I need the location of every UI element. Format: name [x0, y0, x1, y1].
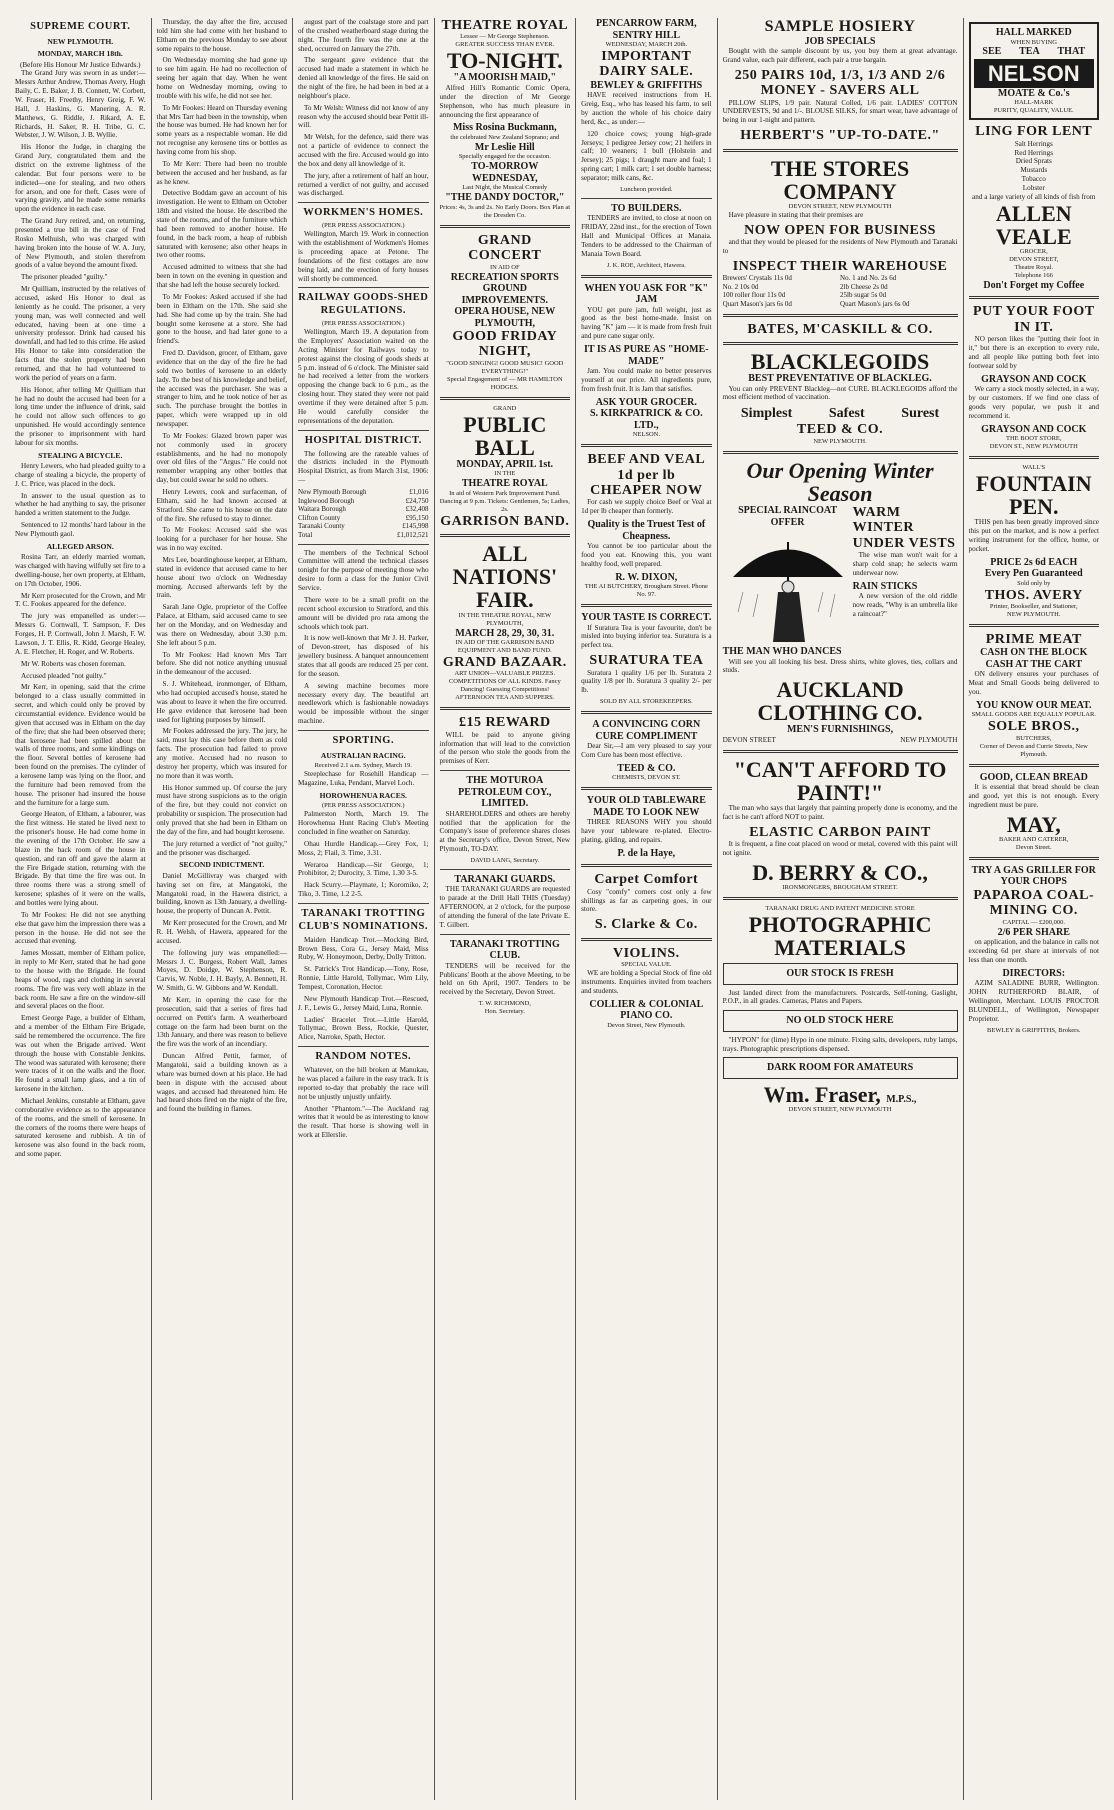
- table-row: Taranaki County £145,998: [298, 522, 429, 531]
- hall-marked: HALL MARKED: [995, 27, 1072, 38]
- table-row: 100 roller flour 11s 0d 25lb sugar 5s 0d: [722, 291, 887, 300]
- fair-date: MARCH 28, 29, 30, 31.: [455, 627, 555, 639]
- umbrella-woman-illustration: [723, 532, 853, 642]
- kirkpatrick-name: S. KIRKPATRICK & CO. LTD.,: [589, 408, 703, 431]
- paparoa: PAPAROA COAL-MINING CO.: [973, 887, 1095, 919]
- stores-company: THE STORES COMPANY: [770, 155, 910, 204]
- all-nations-fair: ALL NATIONS' FAIR.: [452, 541, 558, 613]
- table-row: Waitara Borough £32,408: [298, 505, 429, 514]
- dark-room: DARK ROOM FOR AMATEURS: [723, 1057, 958, 1079]
- teed-chemists: CHEMISTS, DEVON ST.: [612, 774, 681, 782]
- tea-word: TEA: [1019, 46, 1040, 58]
- grand-bazaar: GRAND BAZAAR.: [442, 655, 567, 671]
- winter-row: SPECIAL RAINCOAT OFFER WARM WINTER UNDER VESTS The wise man won't wait for a sharp cold snap; he selects warm underwear now. RAIN STICKS A new version of the old riddle now reads, "Why is an umbrella like a raincoat?": [723, 505, 958, 646]
- arson-continued-para-1: Thursday, the day after the fire, accused told him she had come with her husband to Eltham on the previous Monday to see about some repairs to the house.: [156, 18, 288, 53]
- old-stock: NO OLD STOCK HERE: [723, 1010, 958, 1032]
- herberts: HERBERT'S "UP-TO-DATE.": [740, 128, 940, 144]
- fraser-addr: DEVON STREET, NEW PLYMOUTH: [788, 1106, 892, 1114]
- ling-for-lent: LING FOR LENT: [975, 124, 1093, 140]
- quality-line: Quality is the Truest Test of Cheapness.: [587, 519, 706, 542]
- pencarrow-farm: PENCARROW FARM, SENTRY HILL: [595, 18, 697, 41]
- second-indictment-heading: SECOND INDICTMENT.: [179, 860, 265, 870]
- farm-date: WEDNESDAY, MARCH 20th.: [605, 41, 688, 48]
- auckland-address: DEVON STREET NEW PLYMOUTH: [722, 735, 958, 744]
- carpet-comfort: Carpet Comfort: [594, 872, 699, 888]
- nelson-logo: NELSON: [974, 59, 1095, 88]
- column-4: THEATRE ROYAL Lessee — Mr George Stephenson. GREATER SUCCESS THAN EVER. TO-NIGHT. "A MOORISH MAID," Alfred Hill's Romantic Comic Opera, under the direction of Mr George Stephenson, who has much pleasure in announcing the first appearance of Miss Rosina Buckmann, the celebrated New Zealand Soprano; and Mr Leslie Hill Specially engaged for the occasion. TO-MORROW WEDNESDAY, Last Night, the Musical Comedy "THE DANDY DOCTOR," Prices: 4s, 3s and 2s. No Early Doors. Box Plan at the Dresden Co. GRAND CONCERT IN AID OF RECREATION SPORTS GROUND IMPROVEMENTS. OPERA HOUSE, NEW PLYMOUTH, GOOD FRIDAY NIGHT, "GOOD SINGING! GOOD MUSIC! GOOD EVERYTHING!" Special Engagement of — MR HAMILTON HODGES. GRAND PUBLIC BALL MONDAY, APRIL 1st. IN THE THEATRE ROYAL In aid of Western Park Improvement Fund. Dancing at 9 p.m. Tickets: Gentlemen, 5s; Ladies, 2s. GARRISON BAND. ALL NATIONS' FAIR. IN THE THEATRE ROYAL, NEW PLYMOUTH, MARCH 28, 29, 30, 31. IN AID OF THE GARRISON BAND EQUIPMENT AND BAND FUND. GRAND BAZAAR. ART UNION—VALUABLE PRIZES. COMPETITIONS OF ALL KINDS. Fancy Dancing! Guessing Competitions! AFTERNOON TEA AND SUPPERS. £15 REWARD WILL be paid to anyone giving information that will lead to the conviction of the person who stole the goods from the premises of Kerr. THE MOTUROA PETROLEUM COY., LIMITED. SHAREHOLDERS and others are hereby notified that the application for the Company's issue of preference shares closes at the Secretary's office, Devon Street, New Plymouth, TO-DAY. DAVID LANG, Secretary. TARANAKI GUARDS. THE TARANAKI GUARDS are requested to parade at the Drill Hall THIS (Tuesday) AFTERNOON, at 2 o'clock, for the purpose of attending the funeral of the late Private E. T. Gilbert. TARANAKI TROTTING CLUB. TENDERS will be received for the Publicans' Booth at the above Meeting, to be held on 6th April, 1907. Tenders to be received by the Secretary, Devon Street. T. W. RICHMOND, Hon. Secretary.: [435, 18, 577, 1800]
- put-your-foot: PUT YOUR FOOT IN IT.: [972, 304, 1095, 335]
- table-row: Clifton County £95,150: [298, 513, 429, 522]
- lent-items: Salt Herrings Red Herrings Dried Sprats Mustards Tobacco Lobster and a large variety of all kinds of fish from: [972, 139, 1096, 201]
- purity-line: PURITY, QUALITY, VALUE.: [993, 107, 1074, 115]
- moate-name: MOATE & Co.'s: [997, 87, 1070, 99]
- may-name: MAY,: [1006, 811, 1061, 837]
- corn-cure: A CONVINCING CORN CURE COMPLIMENT: [592, 719, 701, 742]
- ask-grocer: ASK YOUR GROCER.: [595, 396, 697, 408]
- column-2: Thursday, the day after the fire, accused told him she had come with her husband to Eltham on the previous Monday to see about some repairs to the house. On Wednesday morning she had gone up to see him again. He had no recollection of seeing her again that day. When he went home on Wednesday morning, owing to trouble with his wife, he did not see her. To Mr Fookes: Heard on Thursday evening that Mrs Tarr had been in the township, when the house was burned. He had known her for some years as a respectable woman. He did not recognise any kerosene tins or bottles as having come from his shop. To Mr Kerr: There had been no trouble between the accused and her husband, as far as he knew. Detective Boddam gave an account of his investigation. He went to Eltham on October 18th and visited the house. He described the state of the rooms, and of the furniture which had been removed to another house. He found, in the back room, a heap of rubbish saturated with kerosene; also other heaps in two other rooms. Accused admitted to witness that she had been in town on the evening in question and that she had left the house securely locked. To Mr Fookes: Asked accused if she had been in Eltham on the 17th. She said she had. She had come up by the train. She had bought some kerosene at a store. She had gone to the house, and had later gone to a friend's. Fred D. Davidson, grocer, of Eltham, gave evidence that on the day of the fire he had sold two bottles of kerosene to an elderly lady. To the best of his knowledge and belief, the accused was the purchaser. She was a stranger to him, and he took notice of her as such. The purchase brought the bottles in paper, which were wrapped up in old newspaper. To Mr Fookes: Glazed brown paper was not commonly used in grocery establishments, and he had no monopoly over old files of the "Argus." He could not remember wrapping any other bottles that day, but could swear he sold no others. Henry Lewers, cook and surfaceman, of Eltham, said he had known accused at Stratford. She came to his house on the date of the fire. She refused to stay to dinner. To Mr Fookes: Accused said she was looking for a purchaser for her house. She was in no way excited. Mrs Lee, boardinghouse keeper, at Eltham, stated in evidence that accused came to her house about two o'clock on Wednesday morning. Accused afterwards left by the train. Sarah Jane Ogle, proprietor of the Coffee Palace, at Eltham, said accused came to see her on the Monday, and on Wednesday and was there on Wednesday, about 3.30 p.m. She left about 5 p.m. To Mr Fookes: Had known Mrs Tarr before. She did not notice anything unusual in the demeanour of the accused. S. J. Whitehead, ironmonger, of Eltham, who had occupied accused's house, stated he was about to leave it when the fire occurred. He gave evidence that kerosene had been used for lighting purposes by himself. Mr Fookes addressed the jury. The jury, he said, must lay this case before them as cold facts. The prosecution had failed to prove any motive. Accused had no reason to destroy her property, which was insured for no more than it was worth. His Honor summed up. Of course the jury must have strong suspicions as to the origin of the fire, but they could not convict on probability or suspicion. The prosecution had only proved that she had been in Eltham on the day of the fire, and had bought kerosene. The jury returned a verdict of "not guilty," and the prisoner was discharged. SECOND INDICTMENT. Daniel McGillivray was charged with having set on fire, at Mangatoki, the Mangatoki road, in the Hawera district, a building, known as 13th January, a dwelling-house, the property of Duncan A. Pettit. Mr Kerr prosecuted for the Crown, and Mr R. H. Welsh, of Hawera, appeared for the accused. The following jury was empanelled:—Messrs J. C. Burgess, Robert Wall, James Moyes, D. Doidge, W. Stephenson, R. Carvis, W. Noble, J. H. Bayly, A. Bennett, H. W. Smith, G. W. Gibbons and W. Kendall. Mr Kerr, in opening the case for the prosecution, said that a series of fires had occurred on Pettit's farm. A weatherboard cottage on the farm had been burnt on the 13th January, and there was reason to believe the fire was the work of an incendiary. Duncan Alfred Pettit, farmer, of Mangatoki, said a building known as a whare was burned down at his place. He had been in dispute with the accused about wages, and accused had threatened him. He had heard shots fired on the night of the fire, and found the building in flames.: [152, 18, 294, 1800]
- photographic-materials: PHOTOGRAPHIC MATERIALS: [748, 911, 932, 960]
- grayson-cock-2: GRAYSON AND COCK: [981, 423, 1087, 435]
- teed-name-col6: TEED & CO.: [796, 422, 884, 438]
- random-notes-heading: RANDOM NOTES.: [315, 1051, 412, 1063]
- rain-sticks: RAIN STICKS: [852, 580, 918, 592]
- arson-continued-para-2: Accused admitted to witness that she had been in town on the evening in question and that she had left the house securely locked.: [156, 263, 288, 290]
- simplest-safest-surest: [723, 405, 958, 422]
- opera-house-line: OPERA HOUSE, NEW PLYMOUTH,: [454, 306, 556, 329]
- inspect-warehouse: INSPECT THEIR WAREHOUSE: [732, 258, 948, 274]
- column-5: PENCARROW FARM, SENTRY HILL WEDNESDAY, MARCH 20th. IMPORTANT DAIRY SALE. BEWLEY & GRIFFITHS HAVE received instructions from H. Greig, Esq., who has leased his farm, to sell by auction the whole of his choice dairy herd, &c., as under:— 120 choice cows; young high-grade Jerseys; 1 pedigree Jersey cow; 21 heifers in calf; 10 weaners; 1 bull (Holstein and Jersey); 25 pigs; 1 draught mare and foal; 1 spring cart; 1 milk cart; 1 set double harness; separator; milk cans, &c. Luncheon provided. TO BUILDERS. TENDERS are invited, to close at noon on FRIDAY, 22nd inst., for the erection of Town Hall and Municipal Offices at Manaia. Tenders to be addressed to the Chairman of Manaia Town Board. J. K. ROE, Architect, Hawera. WHEN YOU ASK FOR "K" JAM YOU get pure jam, full weight, just as good as the best home-made. Insist on having "K" jam — it is made from fresh fruit and pure cane sugar only. IT IS AS PURE AS "HOME-MADE" Jam. You could make no better preserves yourself at our price. All ingredients pure, from fresh fruit. It is Jam that satisfies. ASK YOUR GROCER. S. KIRKPATRICK & CO. LTD., NELSON. BEEF AND VEAL 1d per lb CHEAPER NOW For cash we supply choice Beef or Veal at 1d per lb cheaper than formerly. Quality is the Truest Test of Cheapness. You cannot be too particular about the food you eat. Knowing this, you want healthy food, well prepared. R. W. DIXON, THE AI BUTCHERY, Brougham Street. Phone No. 97. YOUR TASTE IS CORRECT. If Suratura Tea is your favourite, don't be misled into buying inferior tea. Suratura is a perfect tea. SURATURA TEA Suratura 1 quality 1/6 per lb. Suratura 2 quality 1/8 per lb. Suratura 3 quality 2/- per lb. SOLD BY ALL STOREKEEPERS. A CONVINCING CORN CURE COMPLIMENT Dear Sir,—I am very pleased to say your Corn Cure has been most effective. TEED & CO. CHEMISTS, DEVON ST. YOUR OLD TABLEWARE MADE TO LOOK NEW THREE REASONS WHY you should have your tableware re-plated. Electro-plating, gilding, and repairs. P. de la Haye, Carpet Comfort Cosy "comfy" corners cost only a few shillings as far as carpeting goes, in our store. S. Clarke & Co. VIOLINS. SPECIAL VALUE. WE are holding a Special Stock of fine old instruments. Enquiries invited from teachers and students. COLLIER & COLONIAL PIANO CO. Devon Street, New Plymouth.: [576, 18, 718, 1800]
- when-buying: WHEN BUYING: [1010, 38, 1057, 46]
- know-our-meat: YOU KNOW OUR MEAT.: [975, 699, 1092, 711]
- money-savers: MONEY - SAVERS ALL: [760, 83, 920, 99]
- fountain-pen: FOUNTAIN PEN.: [975, 470, 1092, 520]
- column-3: august part of the coalstage store and part of the crushed weatherboard stage during the night. The fourth fire was the one at the shed, occurred on January the 27th. The sergeant gave evidence that the accused had made a statement in which he denied all knowledge of the fires. He said on the night of the fire, he had been in bed at a neighbour's place. To Mr Welsh: Witness did not know of any reason why the accused should bear Pettit ill-will. Mr Welsh, for the defence, said there was not a particle of evidence to connect the accused with the fire. Accused would go into the box and deny all knowledge of it. The jury, after a retirement of half an hour, returned a verdict of not guilty, and accused was discharged. WORKMEN'S HOMES. (PER PRESS ASSOCIATION.) Wellington, March 19. Work in connection with the establishment of Workmen's Homes is proceeding apace at Petone. The foundations of the first cottages are now being laid, and the erection of forty houses will shortly be commenced. RAILWAY GOODS-SHED REGULATIONS. (PER PRESS ASSOCIATION.) Wellington, March 19. A deputation from the Employers' Association waited on the Acting Minister for Railways today to protest against the closing of goods sheds at 5 p.m. instead of 6 o'clock. The Minister said he had received a letter from the workers opposing the change back to 6 p.m., as the closing hour. They stated they were not paid overtime if they were detained after 5 p.m. He would carefully consider the representations of the deputation. HOSPITAL DISTRICT. The following are the rateable values of the districts included in the Plymouth Hospital District, as from March 31st, 1906:— New Plymouth Borough £1,016 Inglewood Borough £24,750 Waitara Borough £32,408 Clifton County £95,150 Taranaki County £145,998 Total £1,012,521 The members of the Technical School Committee will attend the technical classes tonight for the purpose of meeting those who desire to form a class for the Junior Civil Service. There were to be a small profit on the recent school excursion to Stratford, and this amount will be divided pro rata among the schools which took part. It is now well-known that Mr J. H. Parker, of Devon-street, has disposed of his jewellery business. A banquet announcement states that all goods are reduced 25 per cent. for the season. A sewing machine becomes more necessary every day. The beautiful art needlework which is fashionable nowadays would be impossible without the singer machine. SPORTING. AUSTRALIAN RACING. Received 2.1 a.m. Sydney, March 19. Steeplechase for Rosehill Handicap — Magazine, Luka, Pendant, Marvel Loch. HOROWHENUA RACES. (PER PRESS ASSOCIATION.) Palmerston North, March 19. The Horowhenua Hunt Racing Club's Meeting concluded in fine weather on Saturday. Ohau Hurdle Handicap.—Grey Fox, 1; Moss, 2; Flail, 3. Time, 3.31. Weraroa Handicap.—Sir George, 1; Prohibitor, 2; Durocity, 3. Time, 1.30 3-5. Hack Scurry.—Playmate, 1; Koromiko, 2; Tiko, 3. Time, 1.2 2-5. TARANAKI TROTTING CLUB'S NOMINATIONS. Maiden Handicap Trot.—Mocking Bird, Brown Bess, Cora G., Jersey Maid, Miss Ruby, W. Honeymoon, Derby, Dolly Tritton. St. Patrick's Trot Handicap.—Tony, Rose, Ronnie, Little Harold, Tollymac, Wim Lily, Tempest, Coronation, Hector. New Plymouth Handicap Trot.—Rescued, J. F., Lewis G., Jersey Maid, Luna, Ronnie. Ladies' Bracelet Trot.—Little Harold, Tollymac, Brown Bess, Rockie, Quester, Alice, Narroke, Spath, Hector. RANDOM NOTES. Whatever, on the hill broken at Manukau, he was placed a failure in the easy track. It is reported to-day that probably the race will not be unjustly unjustly unfairly. Another "Phantom."—The Auckland rag writes that it would be as interesting to know the result. That horse is showing well in work at Ellerslie.: [293, 18, 435, 1800]
- violins-title: VIOLINS.: [613, 945, 680, 961]
- stores-prices: [723, 274, 958, 308]
- teed-town: NEW PLYMOUTH.: [813, 437, 867, 445]
- see-word: SEE: [982, 46, 1002, 58]
- trotting-nominations-heading: TARANAKI TROTTING CLUB'S NOMINATIONS.: [298, 907, 429, 932]
- gas-griller: TRY A GAS GRILLER FOR YOUR CHOPS: [971, 864, 1096, 888]
- stores-addr: DEVON STREET, NEW PLYMOUTH: [788, 202, 892, 210]
- reward-title: £15 REWARD: [458, 715, 551, 731]
- sporting-heading: SPORTING.: [332, 734, 395, 746]
- theatre-royal-title: THEATRE ROYAL: [441, 18, 569, 33]
- bates: BATES, M'CASKILL & CO.: [747, 321, 933, 337]
- teed-name-col5: TEED & CO.: [617, 762, 676, 774]
- clarke-name: S. Clarke & Co.: [594, 917, 698, 933]
- table-row: Quart Mason's jars 6s 0d Quart Mason's jars 6s 0d: [722, 299, 910, 308]
- garrison-band: GARRISON BAND.: [440, 513, 570, 529]
- railway-regulations-heading: RAILWAY GOODS-SHED REGULATIONS.: [298, 292, 429, 317]
- australian-racing-heading: AUSTRALIAN RACING.: [320, 750, 406, 760]
- dixon-name: R. W. DIXON,: [615, 571, 678, 583]
- tableware-title: YOUR OLD TABLEWARE MADE TO LOOK NEW: [586, 795, 706, 818]
- elastic-carbon: ELASTIC CARBON PAINT: [749, 824, 931, 840]
- table-row: Brewers' Crystals 11s 0d No. 1 and No. 2s 6d: [722, 274, 897, 283]
- pen-price: PRICE 2s 6d EACH: [990, 556, 1078, 568]
- column-1: SUPREME COURT. NEW PLYMOUTH. MONDAY, MARCH 18th. (Before His Honour Mr Justice Edwards.) The Grand Jury was sworn in as under:—Messrs Arthur Andrew, Thomas Avery, Hugh Baily, C. E. Baker, J. B. Connett, W. Corbett, W. Fraser, H. Freethy, Henry Greig, F. W. Hall, J. Haskins, G. Manering, A. R. Matthews, G. Riddle, J. Rikard, A. E. Richards, H. Saker, R. H. Tribe, G. C. Webster, J. W. Wilson, J. B. Wyllie. His Honor the Judge, in charging the Grand Jury, congratulated them and the district on the extreme lightness of the calendar. But four persons were to be indicted—one for stealing, and two others for arson, and one for theft. Cases were of varying gravity, and he made some remarks upon the evidence in each case. The Grand Jury retired, and, on returning, presented a true bill in the case of Fred Rosko Melhuish, who was charged with having broken into the house of W. A. Jury, of New Plymouth, and stolen therefrom goods of a value beyond the amount fixed. The prisoner pleaded "guilty." Mr Quilliam, instructed by the relatives of accused, asked His Honor to deal as leniently as he could. The prisoner, a very young man, was well connected and well educated, having been at one time a university professor. Drink had caused his downfall, and had led to this crime. He asked His Honor to take into consideration the facts that the stolen property had been returned, and that he had volunteered to work the period of years on a farm. His Honor, after telling Mr Quilliam that he had no doubt the accused had been for a long time under the influence of drink, said he could not allow such offences to go unpunished. He would accordingly sentence the prisoner to imprisonment with hard labour for six months. STEALING A BICYCLE. Henry Lewers, who had pleaded guilty to a charge of stealing a bicycle, the property of J. C. Price, was placed in the dock. In answer to the usual question as to whether he had anything to say, the prisoner handed a written statement to the Judge. Sentenced to 12 months' hard labour in the New Plymouth gaol. ALLEGED ARSON. Rosina Tarr, an elderly married woman, was charged with having wilfully set fire to a dwelling-house, her own property, at Eltham, on 17th October, 1906. Mr Kerr prosecuted for the Crown, and Mr T. C. Fookes appeared for the defence. The jury was empanelled as under:—Messrs G. Cornwall, T. Sampson, F. Des Forges, H. P. Cornwall, John J. Marsh, F. W. Lawson, J. T. Ellis, R. Kidd, George Healey, A. E. Fletcher, H. Roger, and W. Roberts. Mr W. Roberts was chosen foreman. Accused pleaded "not guilty." Mr Kerr, in opening, said that the crime belonged to a class usually committed in secret, and which could only be proved by circumstantial evidence. Evidence would be given that accused was in Eltham on the day of the fire; that she had been observed there; that kerosene had been spilled about the walls of three rooms, and some kindlings on the floor. Several bottles of kerosene had been found on the premises. The cylinder of a kerosene lamp was lying on the floor, and the furniture had been removed from the house. The prisoner had insured the house and the furniture for a large sum. George Heaton, of Eltham, a labourer, was the first witness. He stated he lived next to the prisoner's house. He had come home in the evening of the 17th October. He saw a blaze in the back room of the house in question, and ran off and gave the alarm at the Fire Brigade station, returning with the Brigade. By that time the fire was out. In three rooms there was a strong smell of kerosene; splashes of it were on the walls, and bottles were lying about. To Mr Fookes: He did not see anything else that gave him the impression there was a person in the house. He did not see the accused that evening. James Mossatt, member of Eltham police, in reply to Mr Kerr, stated that he had gone to the house with the Brigade. He found heaps of wood, rags and clothing in several rooms. The fire was very well ablaze in the back room. He saw a fire on the window-sill and several places on the floor. Ernest George Page, a builder of Eltham, and a member of the Eltham Fire Brigade, said he remembered the occurrence. The fire was out when the Brigade arrived. Went through the house with Constable Jenkins. The wood was saturated with kerosene; there were traces of it on the walls and the floor. He found a small lamp glass, and a tin of kerosene in the kitchen. Michael Jenkins, constable at Eltham, gave corroborative evidence as to the appearance of the rooms, and the smell of kerosene. In the corners of the rooms there were heaps of saturated kerosene and rubbish. A tin of kerosene was also found in the back room, and some paper.: [10, 18, 152, 1800]
- stealing-bicycle-heading: STEALING A BICYCLE.: [38, 450, 123, 460]
- surest: Surest: [901, 406, 940, 422]
- blacklegoids: BLACKLEGOIDS: [750, 348, 930, 374]
- hospital-district-heading: HOSPITAL DISTRICT.: [304, 434, 422, 446]
- pairs-price: 250 PAIRS 10d, 1/3, 1/3 AND 2/6: [734, 67, 946, 83]
- nelson-moate-ad: [969, 22, 1100, 120]
- before-line: (Before His Honour Mr Justice Edwards.): [19, 60, 141, 69]
- grand-concert-title: GRAND CONCERT: [468, 232, 542, 264]
- warm-vests: WARM WINTER UNDER VESTS: [852, 505, 956, 551]
- tonight-title: TO-NIGHT.: [446, 48, 563, 74]
- prime-meat: PRIME MEAT: [985, 631, 1082, 647]
- richmond-sig: T. W. RICHMOND,: [478, 1000, 532, 1008]
- hallmark-word: HALL-MARK: [1014, 99, 1054, 107]
- k-jam-title: WHEN YOU ASK FOR "K" JAM: [584, 282, 709, 306]
- moturoa-title: THE MOTUROA PETROLEUM COY., LIMITED.: [458, 775, 552, 810]
- stock-fresh: OUR STOCK IS FRESH: [723, 963, 958, 985]
- allen-veale: ALLEN VEALE: [995, 200, 1072, 249]
- now-open: NOW OPEN FOR BUSINESS: [744, 222, 936, 238]
- drug-store-hdr: TARANAKI DRUG AND PATENT MEDICINE STORE: [765, 904, 915, 912]
- dandy-doctor: "THE DANDY DOCTOR,": [445, 192, 565, 204]
- auckland-clothing: AUCKLAND CLOTHING CO.: [757, 677, 923, 726]
- home-made-line: IT IS AS PURE AS "HOME-MADE": [584, 344, 709, 367]
- taranaki-guards: TARANAKI GUARDS.: [454, 873, 556, 885]
- sample-hosiery: SAMPLE HOSIERY: [764, 18, 916, 35]
- simplest: Simplest: [740, 406, 793, 422]
- tomorrow-line: TO-MORROW WEDNESDAY,: [471, 161, 539, 184]
- raincoat-offer: SPECIAL RAINCOAT OFFER: [738, 505, 838, 528]
- date-heading: MONDAY, MARCH 18th.: [37, 49, 123, 59]
- horowhenua-races-heading: HOROWHENUA RACES.: [319, 790, 407, 800]
- pen-guarantee: Every Pen Guaranteed: [984, 568, 1083, 580]
- supreme-court-heading: SUPREME COURT.: [30, 21, 131, 32]
- man-who-dances: THE MAN WHO DANCES: [722, 646, 842, 658]
- alleged-arson-heading: ALLEGED ARSON.: [46, 541, 114, 551]
- cant-afford: "CAN'T AFFORD TO PAINT!": [733, 756, 947, 805]
- safest: Safest: [828, 406, 865, 422]
- workmens-homes-heading: WORKMEN'S HOMES.: [303, 207, 424, 219]
- violins-sub: SPECIAL VALUE.: [621, 961, 672, 969]
- mr-hill: Mr Leslie Hill: [474, 141, 535, 153]
- collier-name: COLLIER & COLONIAL PIANO CO.: [589, 998, 704, 1022]
- best-preventative: BEST PREVENTATIVE OF BLACKLEG.: [748, 373, 932, 385]
- miss-buckmann: Miss Rosina Buckmann,: [452, 122, 557, 134]
- collier-addr: Devon Street, New Plymouth.: [607, 1021, 686, 1029]
- fraser-name: Wm. Fraser, M.P.S.,: [763, 1081, 917, 1107]
- kirkpatrick-town: NELSON.: [632, 431, 660, 439]
- delahaye-name: P. de la Haye,: [617, 847, 676, 859]
- that-word: THAT: [1057, 46, 1086, 58]
- agents-bewley: BEWLEY & GRIFFITHS: [590, 79, 703, 91]
- column-6: SAMPLE HOSIERY JOB SPECIALS Bought with the sample discount by us, you buy them at great advantage. Grand value, each pair different, each pair a true bargain. 250 PAIRS 10d, 1/3, 1/3 AND 2/6 MONEY - SAVERS ALL PILLOW SLIPS, 1/9 pair. Natural Colled, 1/6 pair. LADIES' COTTON UNDERVESTS, 9d and 1/-. BLOUSE SILKS, for smart wear, have advantage of being in our 1-night and pattern. HERBERT'S "UP-TO-DATE." THE STORES COMPANY DEVON STREET, NEW PLYMOUTH Have pleasure in stating that their premises are NOW OPEN FOR BUSINESS and that they would be pleased for the residents of New Plymouth and Taranaki to INSPECT THEIR WAREHOUSE Brewers' Crystals 11s 0d No. 1 and No. 2s 6d No. 2 10s 0d 2lb Cheese 2s 0d 100 roller flour 11s 0d 25lb sugar 5s 0d Quart Mason's jars 6s 0d Quart Mason's jars 6s 0d BATES, M'CASKILL & CO. BLACKLEGOIDS BEST PREVENTATIVE OF BLACKLEG. You can only PREVENT Blackleg—not CURE. BLACKLEGOIDS afford the most efficient method of vaccination. Simplest Safest Surest TEED & CO. NEW PLYMOUTH. Our Opening Winter Season SPECIAL RAINCOAT OFFER WARM WINTER UNDER VESTS The wise man won't wait for a sharp cold snap; he selects warm underwear now. RAIN STICKS A new version of the old riddle now reads, "Why is an umbrella like a raincoat?" THE MAN WHO DANCES Will see you all looking his best. Dress shirts, white gloves, ties, collars and studs. AUCKLAND CLOTHING CO. MEN'S FURNISHINGS, DEVON STREET NEW PLYMOUTH "CAN'T AFFORD TO PAINT!" The man who says that largely that painting properly done is economy, and the fact is he can't afford NOT to paint. ELASTIC CARBON PAINT It is frequent, a fine coat placed on wood or metal, covered with this paint will not ignite. D. BERRY & CO., IRONMONGERS, BROUGHAM STREET. TARANAKI DRUG AND PATENT MEDICINE STORE PHOTOGRAPHIC MATERIALS OUR STOCK IS FRESH Just landed direct from the manufacturers. Postcards, Self-toning, Gaslight, P.O.P., in all grades. Cameras, Plates and Papers. NO OLD STOCK HERE "HYPON" for (lime) Hypo in one minute. Fixing salts, developers, ruby lamps, trays. Photographic prescriptions dispensed. DARK ROOM FOR AMATEURS Wm. Fraser, M.P.S., DEVON STREET, NEW PLYMOUTH: [718, 18, 964, 1800]
- suratura-tea: SURATURA TEA: [589, 653, 704, 669]
- sole-bros: SOLE BROS.,: [988, 719, 1080, 735]
- trotting-club-ad: TARANAKI TROTTING CLUB.: [449, 938, 560, 962]
- grayson-cock-1: GRAYSON AND COCK: [981, 373, 1087, 385]
- hospital-values-table: [298, 488, 429, 540]
- clean-bread: GOOD, CLEAN BREAD: [979, 771, 1088, 783]
- thos-avery: THOS. AVERY: [984, 587, 1083, 603]
- table-row: Total £1,012,521: [298, 531, 429, 540]
- good-friday-line: GOOD FRIDAY NIGHT,: [452, 329, 558, 360]
- taste-line: YOUR TASTE IS CORRECT.: [581, 612, 712, 624]
- berry-sub: IRONMONGERS, BROUGHAM STREET.: [782, 883, 898, 891]
- table-row: No. 2 10s 0d 2lb Cheese 2s 0d: [722, 282, 888, 291]
- public-ball-title: PUBLIC BALL: [463, 411, 547, 460]
- place-heading: NEW PLYMOUTH.: [47, 36, 114, 46]
- d-berry: D. BERRY & CO.,: [752, 859, 928, 885]
- dairy-sale: IMPORTANT DAIRY SALE.: [599, 48, 694, 80]
- recreation-line: RECREATION SPORTS GROUND IMPROVEMENTS.: [450, 271, 559, 306]
- table-row: New Plymouth Borough £1,016: [298, 487, 429, 496]
- to-builders: TO BUILDERS.: [611, 202, 682, 214]
- coffee-line: Don't Forget my Coffee: [983, 279, 1085, 291]
- moorish-maid: "A MOORISH MAID,": [453, 72, 557, 84]
- ball-date: MONDAY, APRIL 1st.: [456, 458, 554, 470]
- job-specials: JOB SPECIALS: [804, 35, 876, 47]
- lessee-line: Lessee — Mr George Stephenson.: [460, 33, 550, 41]
- mens-furnishings: MEN'S FURNISHINGS,: [786, 724, 894, 736]
- opening-winter-season: Our Opening Winter Season: [746, 457, 934, 506]
- column-7: HALL MARKED WHEN BUYING SEE TEA THAT NELSON MOATE & Co.'s HALL-MARK PURITY, QUALITY, VALUE. LING FOR LENT Salt Herrings Red Herrings Dried Sprats Mustards Tobacco Lobster and a large variety of all kinds of fish from ALLEN VEALE GROCER, DEVON STREET, Theatre Royal. Telephone 166 Don't Forget my Coffee PUT YOUR FOOT IN IT. NO person likes the "putting their foot in it," but there is an exception to every rule, and all people like putting both feet into footwear sold by GRAYSON AND COCK We carry a stock mostly selected, in a way, by our customers. If we find one class of goods very popular, we push it and recommend it. GRAYSON AND COCK THE BOOT STORE, DEVON ST., NEW PLYMOUTH WALL'S FOUNTAIN PEN. THIS pen has been greatly improved since this put on the market, and is now a perfect writing instrument for the office, home, or pocket. PRICE 2s 6d EACH Every Pen Guaranteed Sold only by THOS. AVERY Printer, Bookseller, and Stationer, NEW PLYMOUTH. PRIME MEAT CASH ON THE BLOCK CASH AT THE CART ON delivery ensures your purchases of Meat and Small Goods being delivered to you. YOU KNOW OUR MEAT. SMALL GOODS ARE EQUALLY POPULAR. SOLE BROS., BUTCHERS, Corner of Devon and Currie Streets, New Plymouth. GOOD, CLEAN BREAD It is essential that bread should be clean and good, yet this is not enough. Every ingredient must be pure. MAY, BAKER AND CATERER, Devon Street. TRY A GAS GRILLER FOR YOUR CHOPS PAPAROA COAL-MINING CO. CAPITAL — £200,000. 2/6 PER SHARE on application, and the balance in calls not exceeding 6d per share at intervals of not less than one month. DIRECTORS: AZIM SALADINE BURR, Wellington. JOHN RUTHERFORD BLAIR, of Wellington, Merchant. LOUIS PROCTOR BLUNDELL, of Wellington, Newspaper Proprietor. BEWLEY & GRIFFITHS, Brokers.: [964, 18, 1105, 1800]
- table-row: Inglewood Borough £24,750: [298, 496, 429, 505]
- beef-veal: BEEF AND VEAL 1d per lb CHEAPER NOW: [587, 452, 706, 498]
